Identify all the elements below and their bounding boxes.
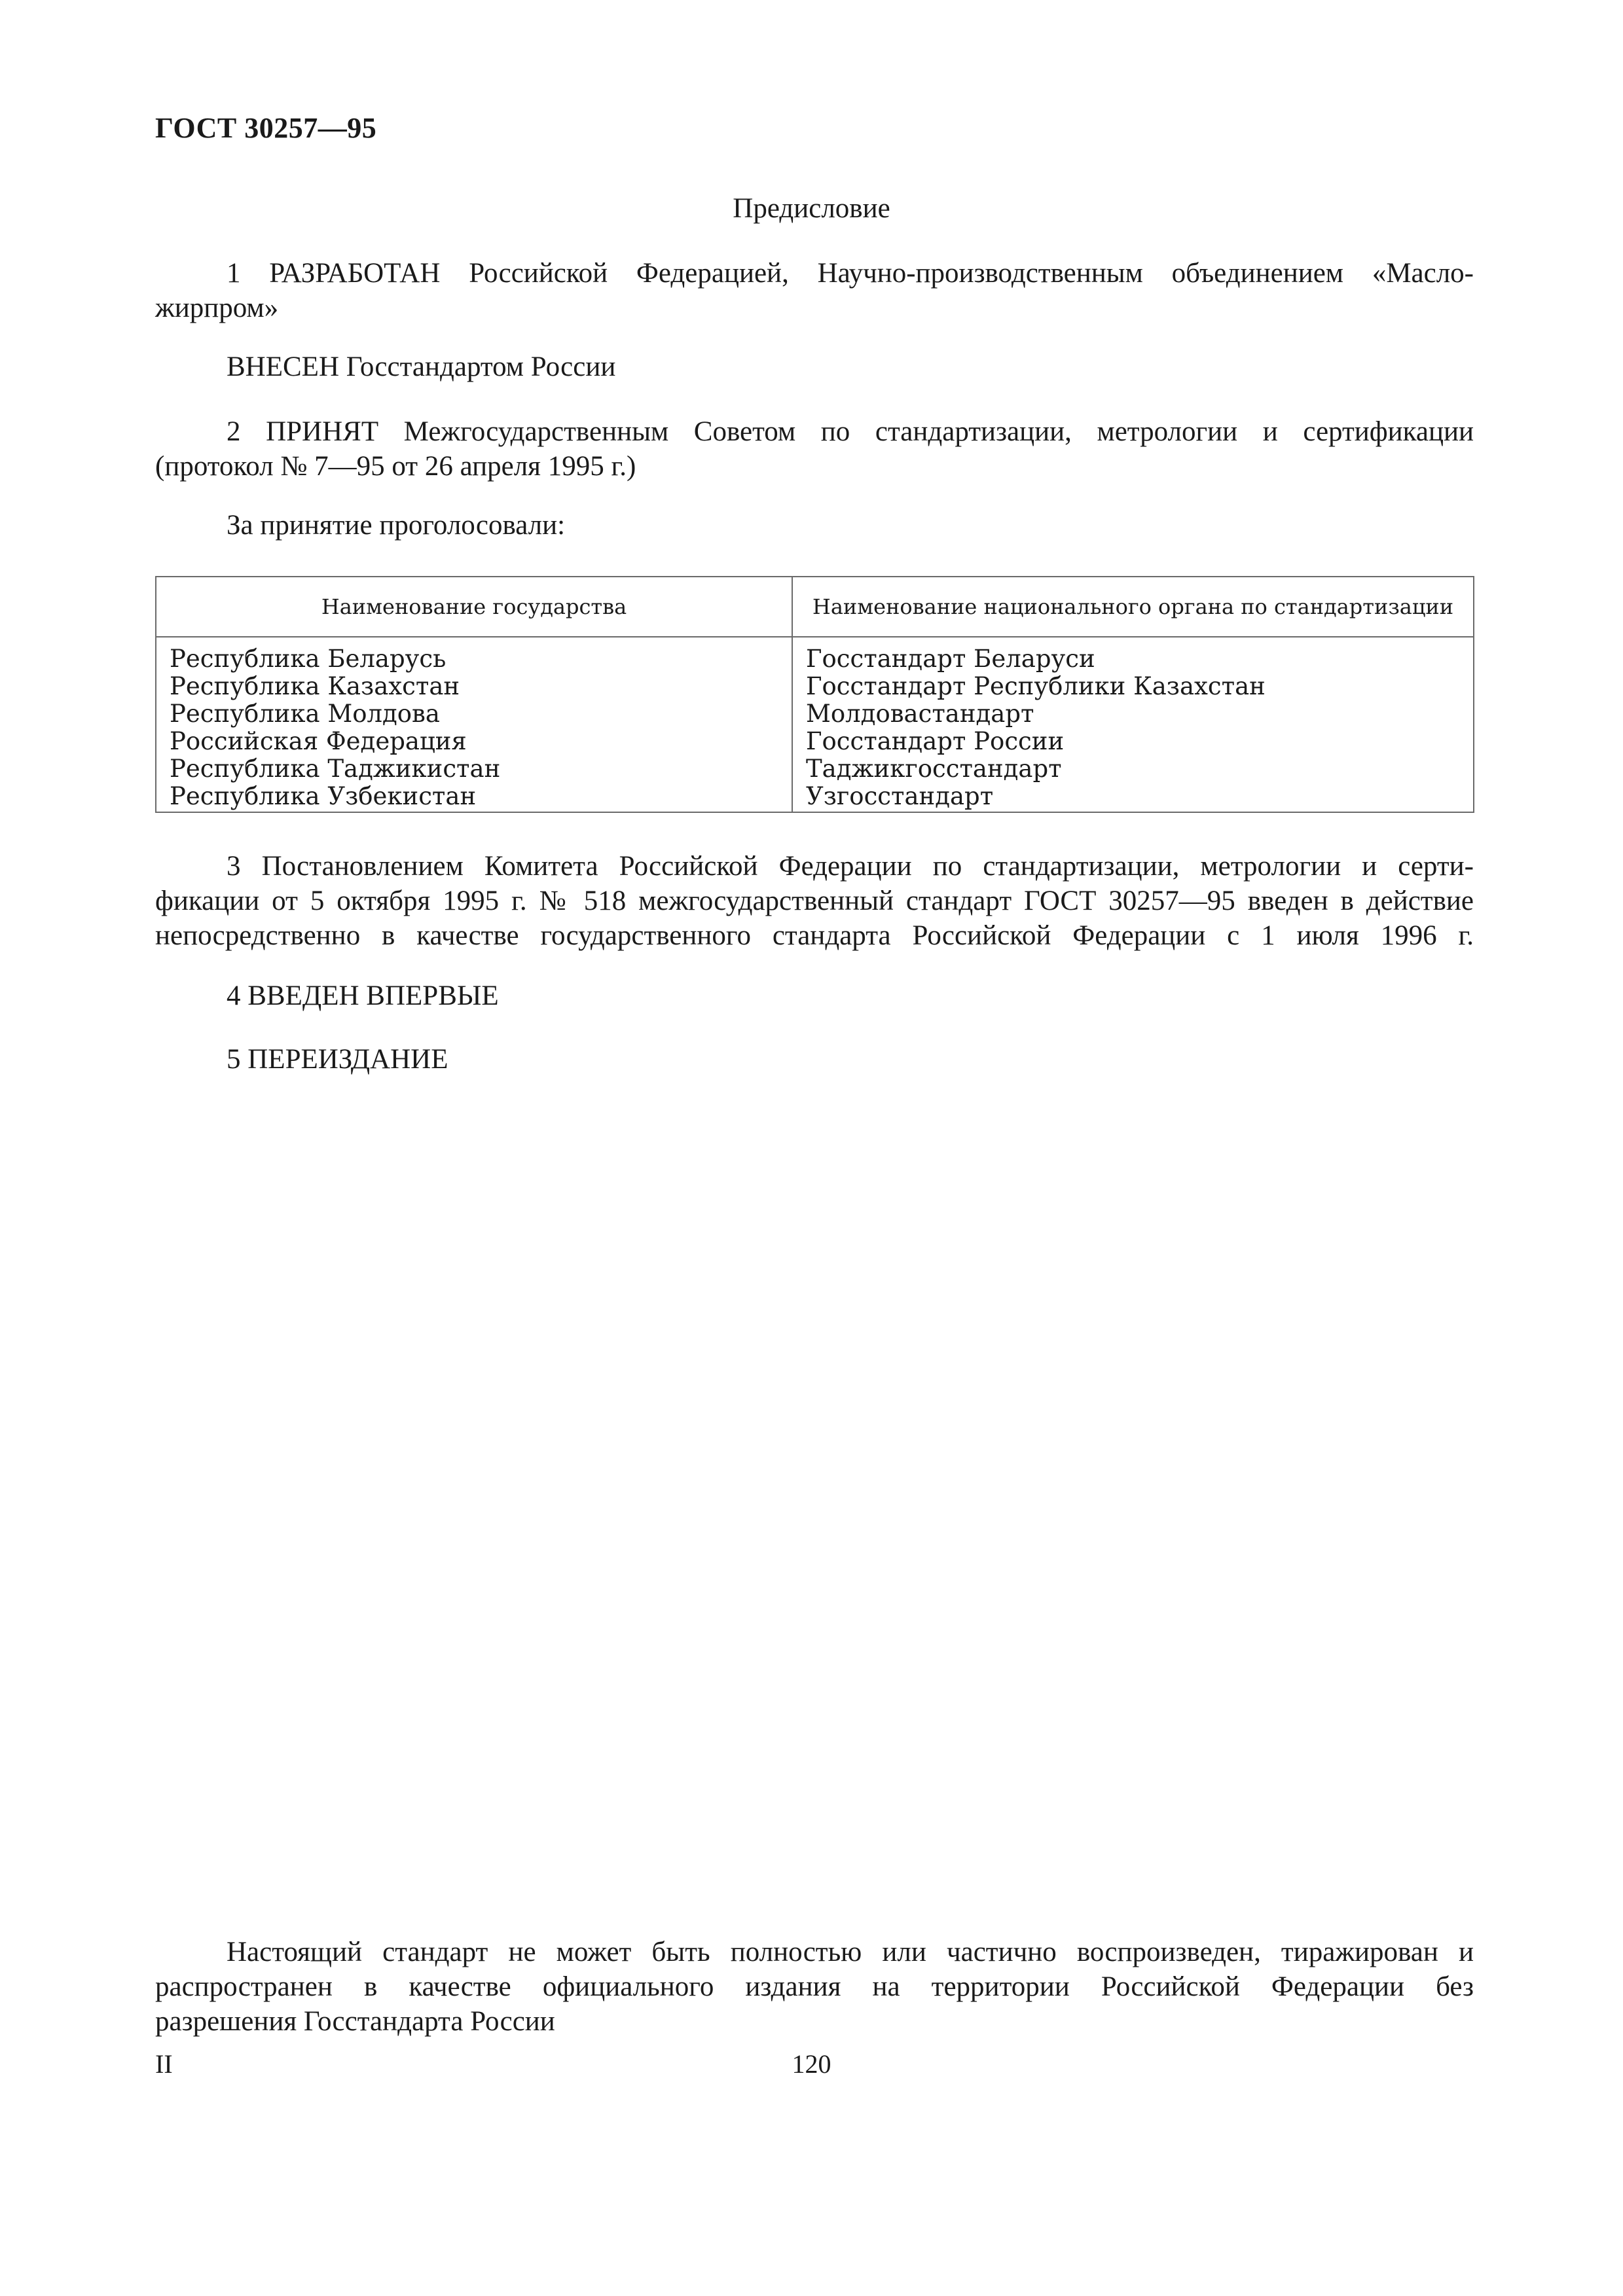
votes-table-header-body: Наименование национального органа по стандартизации (792, 577, 1474, 637)
table-cell-body: Таджикгосстандарт (806, 755, 1062, 783)
paragraph-resolution-l2 (155, 884, 1474, 918)
table-cell-body: Госстандарт Беларуси (806, 645, 1095, 673)
foreword-title: Предисловие (733, 193, 890, 224)
table-cell-state: Республика Казахстан (170, 672, 460, 700)
paragraph-voted-intro-text: За принятие проголосовали: (227, 510, 566, 541)
paragraph-developed (155, 256, 1474, 291)
paragraph-resolution-l1 (155, 849, 1474, 884)
table-cell-state: Республика Беларусь (170, 645, 447, 673)
paragraph-resolution-line1: 3 Постановлением Комитета Российской Федерации по стандартизации, метрологии и серти- (227, 851, 1474, 882)
copyright-notice-l3 (155, 2004, 1474, 2039)
table-cell-state: Республика Узбекистан (170, 782, 477, 810)
votes-table-bodies-cell (792, 637, 1474, 812)
paragraph-introduced-text: ВНЕСЕН Госстандартом России (227, 351, 616, 382)
paragraph-resolution-line3: непосредственно в качестве государственного стандарта Российской Федерации с 1 июля 1996 г. (155, 920, 1474, 951)
paragraph-first-introduced (155, 978, 1474, 1013)
paragraph-voted-intro (155, 508, 1474, 543)
paragraph-resolution-l3 (155, 918, 1474, 953)
paragraph-introduced (155, 350, 1474, 384)
votes-table (155, 576, 1474, 813)
paragraph-reissue-text: 5 ПЕРЕИЗДАНИЕ (227, 1044, 448, 1075)
table-cell-body: Госстандарт Республики Казахстан (806, 672, 1266, 700)
page-number-roman: II (155, 2049, 173, 2079)
document-code: ГОСТ 30257—95 (155, 112, 377, 144)
paragraph-adopted-line1: 2 ПРИНЯТ Межгосударственным Советом по стандартизации, метрологии и сертификации (227, 416, 1474, 447)
paragraph-adopted (155, 414, 1474, 449)
paragraph-resolution-line2: фикации от 5 октября 1995 г. № 518 межгосударственный стандарт ГОСТ 30257—95 введен в действие (155, 886, 1474, 916)
copyright-line1: Настоящий стандарт не может быть полностью или частично воспроизведен, тиражирован и (227, 1937, 1474, 1967)
table-cell-body: Молдовастандарт (806, 700, 1034, 728)
table-cell-state: Российская Федерация (170, 727, 467, 755)
copyright-notice-l1 (155, 1935, 1474, 1969)
table-cell-body: Узгосстандарт (806, 782, 994, 810)
votes-table-body-row (156, 637, 1474, 812)
paragraph-adopted-cont (155, 449, 1474, 484)
table-cell-state: Республика Молдова (170, 700, 440, 728)
votes-table-header-row (156, 577, 1474, 637)
table-cell-body: Госстандарт России (806, 727, 1065, 755)
paragraph-developed-line2: жирпром» (155, 293, 279, 323)
page-number: 120 (792, 2049, 831, 2079)
votes-table-header-state: Наименование государства (156, 577, 792, 637)
copyright-line2: распространен в качестве официального издания на территории Российской Федерации без (155, 1971, 1474, 2002)
paragraph-reissue (155, 1042, 1474, 1077)
copyright-notice-l2 (155, 1969, 1474, 2004)
paragraph-developed-cont (155, 291, 1474, 325)
paragraph-first-introduced-text: 4 ВВЕДЕН ВПЕРВЫЕ (227, 980, 499, 1011)
paragraph-adopted-line2: (протокол № 7—95 от 26 апреля 1995 г.) (155, 451, 636, 482)
votes-table-states-cell (156, 637, 792, 812)
table-cell-state: Республика Таджикистан (170, 755, 501, 783)
paragraph-developed-line1: 1 РАЗРАБОТАН Российской Федерацией, Научно-производственным объединением «Масло- (227, 258, 1474, 289)
copyright-line3: разрешения Госстандарта России (155, 2006, 555, 2037)
